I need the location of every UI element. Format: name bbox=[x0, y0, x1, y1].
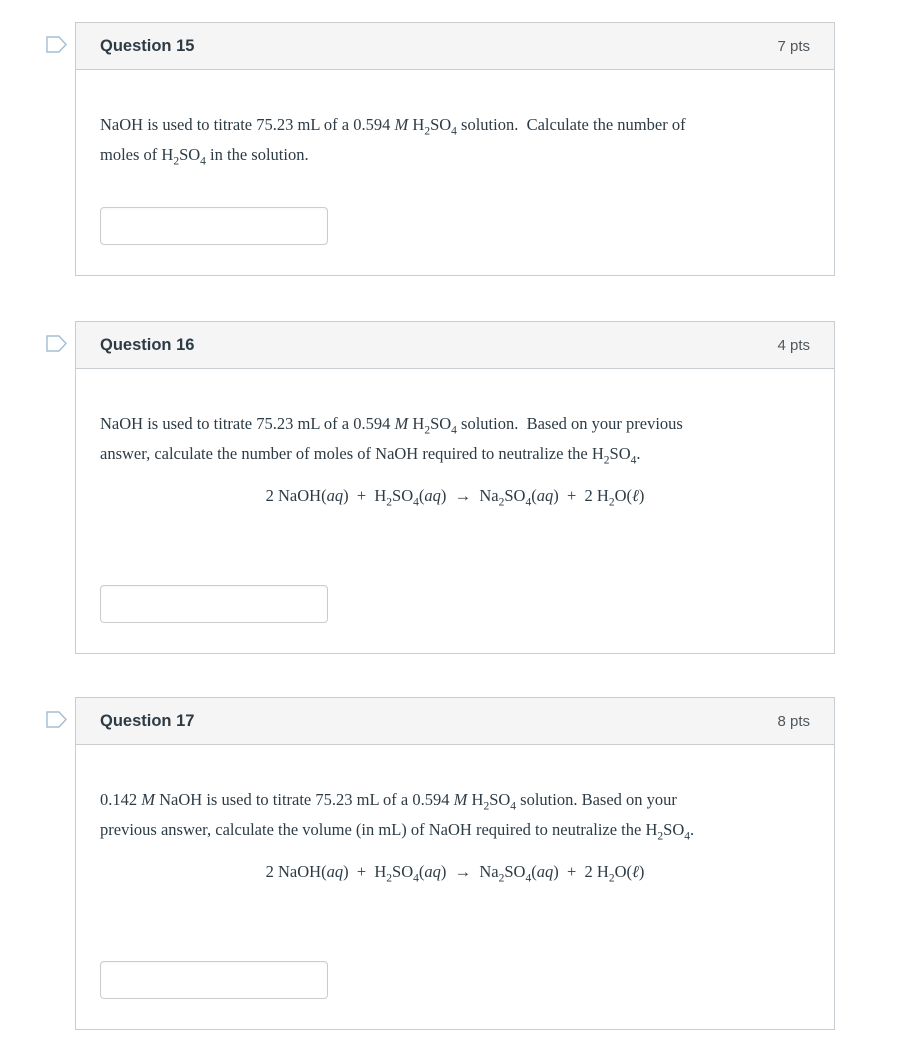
chemical-equation: 2 NaOH(aq) + $H_2SO_4(aq) \to Na_2SO_4(aq) + 2$ $H_2O(\ell)$ bbox=[265, 862, 645, 885]
answer-wrap bbox=[100, 207, 810, 245]
question-body bbox=[76, 745, 834, 1029]
question-points: 8 pts bbox=[777, 712, 810, 730]
question-text: 0.142 M NaOH is used to titrate 75.23 mL of a 0.594 M $H_2SO_4$ solution. Based on your previous answer, calculate the volume (in mL) of NaOH required to neutralize the $H_2SO_4$. bbox=[100, 790, 695, 843]
flag-question-icon[interactable] bbox=[46, 711, 67, 728]
question-card bbox=[75, 22, 835, 276]
question-header bbox=[76, 322, 834, 369]
answer-input[interactable] bbox=[100, 207, 328, 245]
question-text: NaOH is used to titrate 75.23 mL of a 0.594 M $H_2SO_4$ solution. Calculate the number of moles of $H_2SO_4$ in the solution. bbox=[100, 115, 686, 168]
question-header bbox=[76, 23, 834, 70]
question-points: 4 pts bbox=[777, 336, 810, 354]
flag-question-icon[interactable] bbox=[46, 36, 67, 53]
question-row bbox=[0, 321, 906, 654]
question-body bbox=[76, 369, 834, 653]
question-title: Question 15 bbox=[100, 36, 195, 55]
answer-input[interactable] bbox=[100, 961, 328, 999]
question-body bbox=[76, 70, 834, 275]
question-card bbox=[75, 321, 835, 654]
answer-input[interactable] bbox=[100, 585, 328, 623]
question-card bbox=[75, 697, 835, 1030]
question-title: Question 17 bbox=[100, 711, 195, 730]
question-title: Question 16 bbox=[100, 335, 195, 354]
answer-wrap bbox=[100, 961, 810, 999]
question-row bbox=[0, 22, 906, 276]
answer-wrap bbox=[100, 585, 810, 623]
question-header bbox=[76, 698, 834, 745]
question-points: 7 pts bbox=[777, 37, 810, 55]
question-row bbox=[0, 697, 906, 1030]
chemical-equation: 2 NaOH(aq) + $H_2SO_4(aq) \to Na_2SO_4(aq) + 2$ $H_2O(\ell)$ bbox=[265, 486, 645, 509]
flag-question-icon[interactable] bbox=[46, 335, 67, 352]
question-text: NaOH is used to titrate 75.23 mL of a 0.594 M $H_2SO_4$ solution. Based on your previous answer, calculate the number of moles of NaOH required to neutralize the $H_2SO_4$. bbox=[100, 414, 683, 467]
